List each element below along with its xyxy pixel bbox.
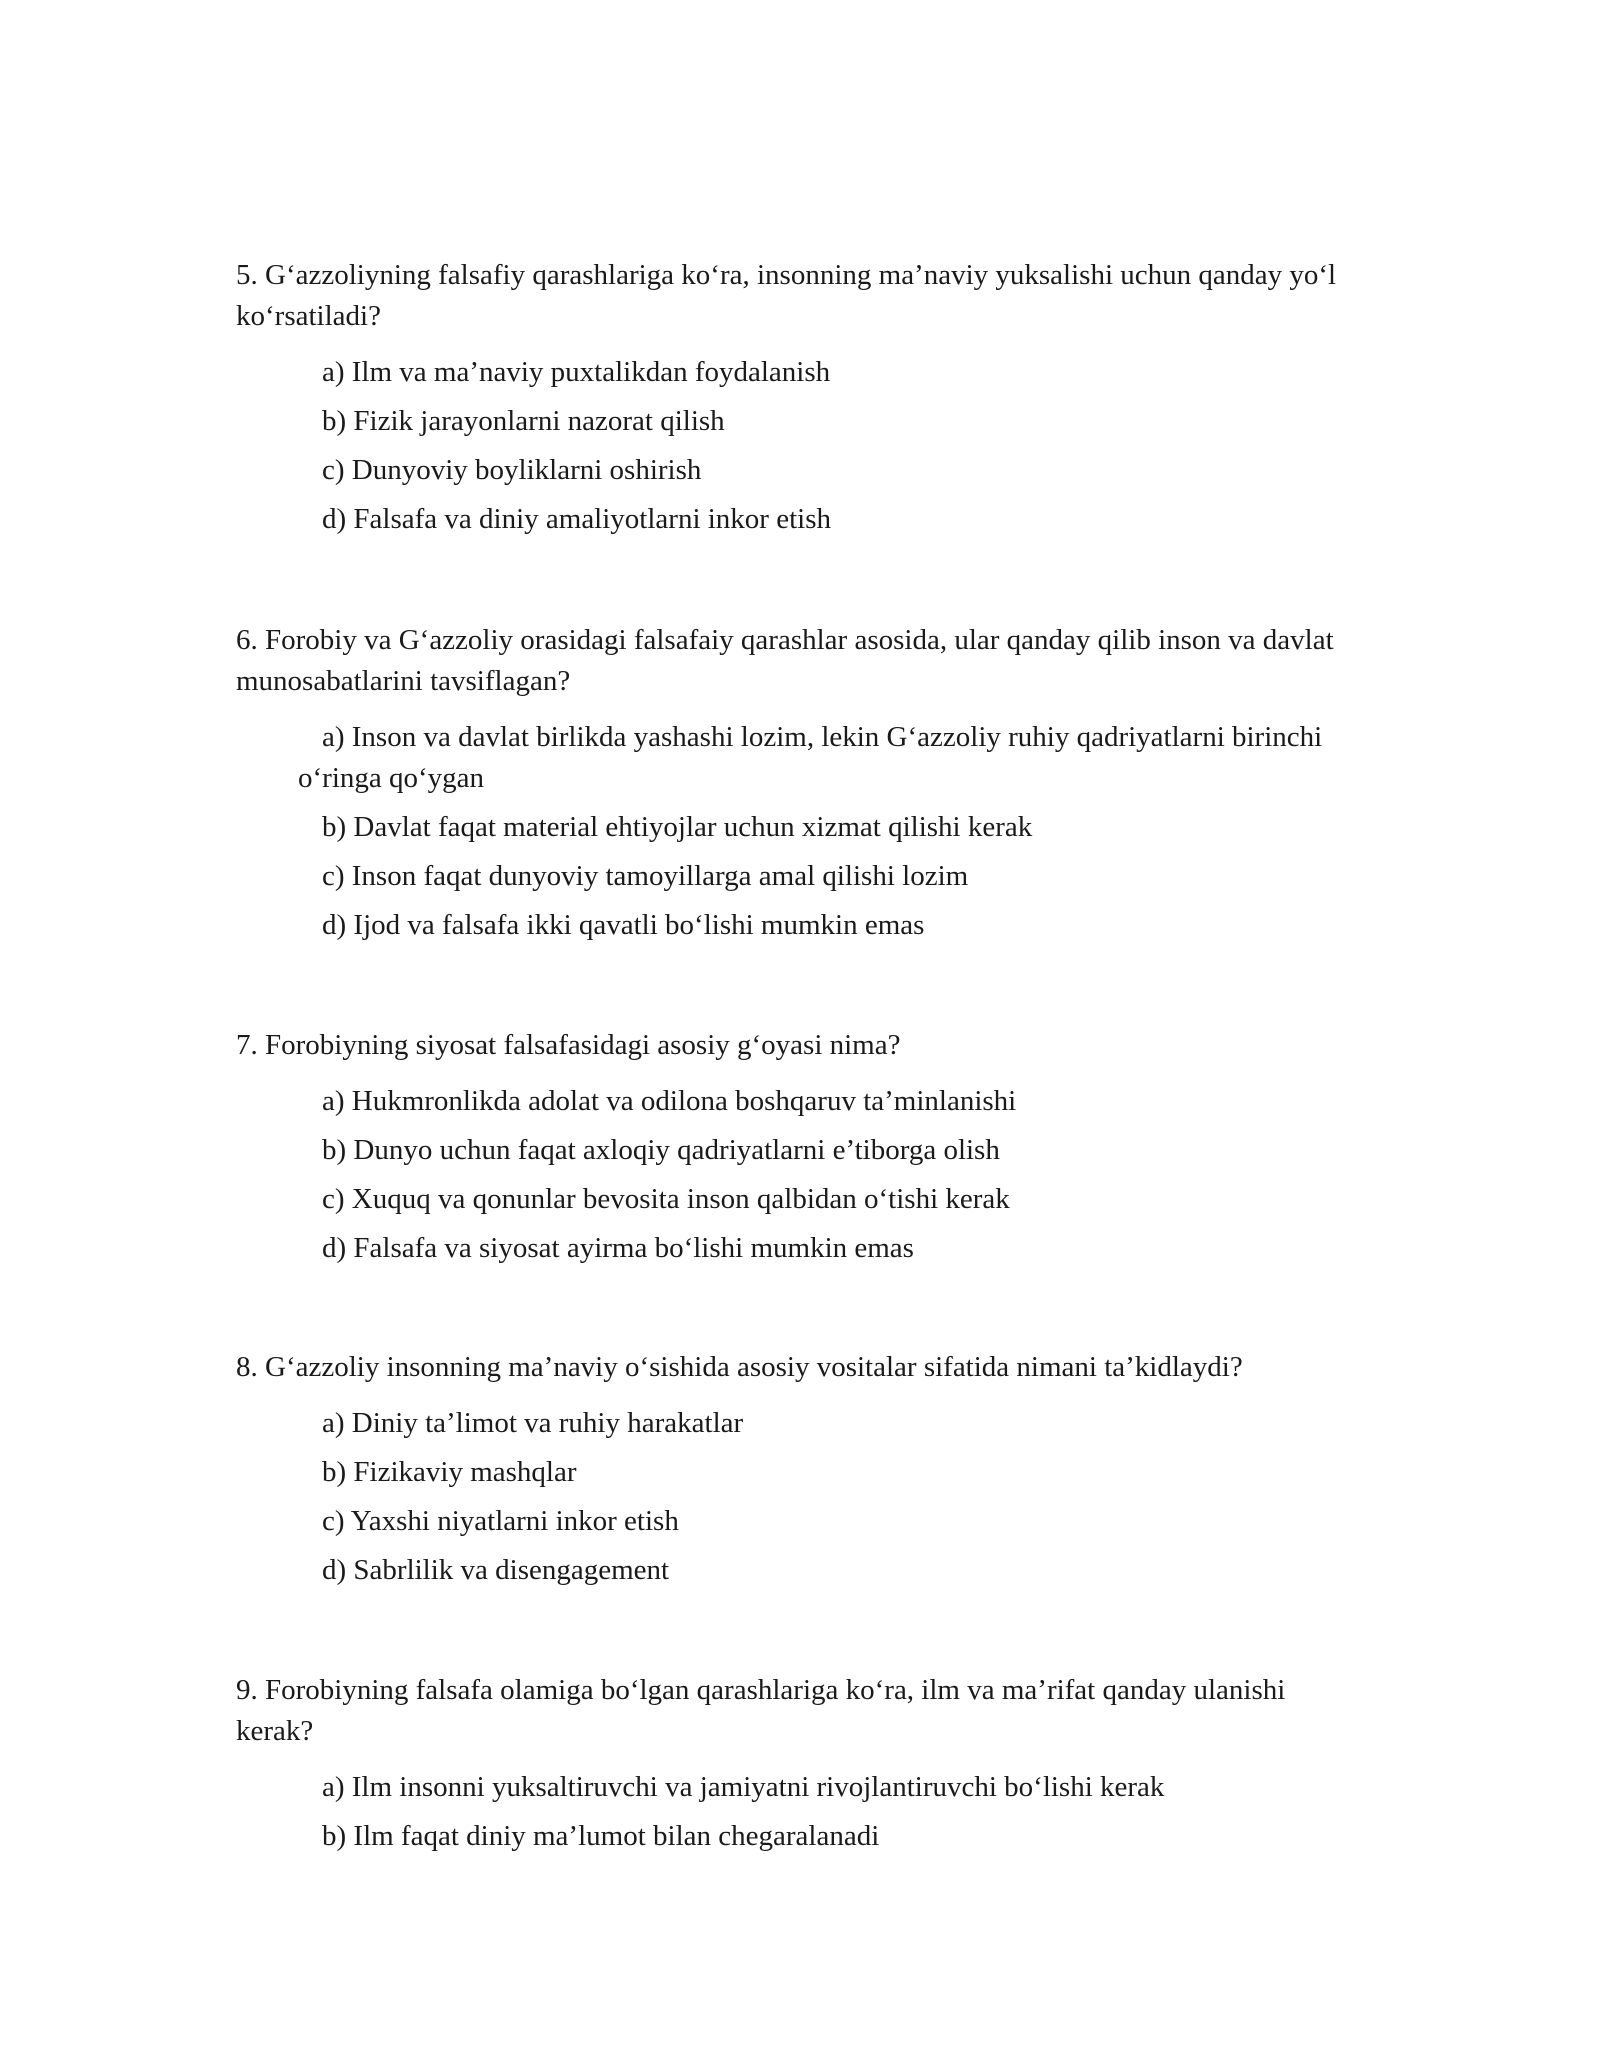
option-a: a) Hukmronlikda adolat va odilona boshqaruv ta’minlanishi <box>322 1085 1017 1117</box>
option-c: c) Dunyoviy boyliklarni oshirish <box>322 454 702 486</box>
option-a: a) Inson va davlat birlikda yashashi lozim, lekin G‘azzoliy ruhiy qadriyatlarni birinchi o‘ringa qo‘ygan <box>298 721 1323 794</box>
option-a: a) Diniy ta’limot va ruhiy harakatlar <box>322 1407 744 1439</box>
answer-options <box>236 352 1366 540</box>
question-text: 7. Forobiyning siyosat falsafasidagi asosiy g‘oyasi nima? <box>236 1029 901 1061</box>
option-a: a) Ilm va ma’naviy puxtalikdan foydalanish <box>322 356 831 388</box>
question-8 <box>236 1347 1366 1599</box>
option-d: d) Falsafa va siyosat ayirma bo‘lishi mumkin emas <box>322 1232 914 1264</box>
option-c: c) Yaxshi niyatlarni inkor etish <box>322 1505 679 1537</box>
answer-options <box>236 717 1366 946</box>
question-text: 6. Forobiy va G‘azzoliy orasidagi falsafaiy qarashlar asosida, ular qanday qilib inson va davlat munosabatlarini tavsiflagan? <box>236 624 1334 697</box>
option-b: b) Fizikaviy mashqlar <box>322 1456 577 1488</box>
option-b: b) Fizik jarayonlarni nazorat qilish <box>322 405 725 437</box>
answer-options <box>236 1403 1366 1591</box>
question-9 <box>236 1670 1366 1865</box>
question-5 <box>236 255 1366 548</box>
question-text: 8. G‘azzoliy insonning ma’naviy o‘sishida asosiy vositalar sifatida nimani ta’kidlaydi? <box>236 1351 1243 1383</box>
option-b: b) Davlat faqat material ehtiyojlar uchun xizmat qilishi kerak <box>322 811 1033 843</box>
question-6 <box>236 620 1366 954</box>
answer-options <box>236 1767 1366 1857</box>
option-b: b) Ilm faqat diniy ma’lumot bilan chegaralanadi <box>322 1820 880 1852</box>
option-c: c) Xuquq va qonunlar bevosita inson qalbidan o‘tishi kerak <box>322 1183 1010 1215</box>
option-d: d) Sabrlilik va disengagement <box>322 1554 670 1586</box>
answer-options <box>236 1081 1366 1269</box>
option-d: d) Falsafa va diniy amaliyotlarni inkor etish <box>322 503 831 535</box>
option-b: b) Dunyo uchun faqat axloqiy qadriyatlarni e’tiborga olish <box>322 1134 1000 1166</box>
question-text: 5. G‘azzoliyning falsafiy qarashlariga ko‘ra, insonning ma’naviy yuksalishi uchun qanday yo‘l ko‘rsatiladi? <box>236 259 1337 332</box>
option-c: c) Inson faqat dunyoviy tamoyillarga amal qilishi lozim <box>322 860 969 892</box>
question-7 <box>236 1025 1366 1277</box>
option-d: d) Ijod va falsafa ikki qavatli bo‘lishi mumkin emas <box>322 909 925 941</box>
option-a: a) Ilm insonni yuksaltiruvchi va jamiyatni rivojlantiruvchi bo‘lishi kerak <box>322 1771 1165 1803</box>
question-text: 9. Forobiyning falsafa olamiga bo‘lgan qarashlariga ko‘ra, ilm va ma’rifat qanday ulanishi kerak? <box>236 1674 1286 1747</box>
